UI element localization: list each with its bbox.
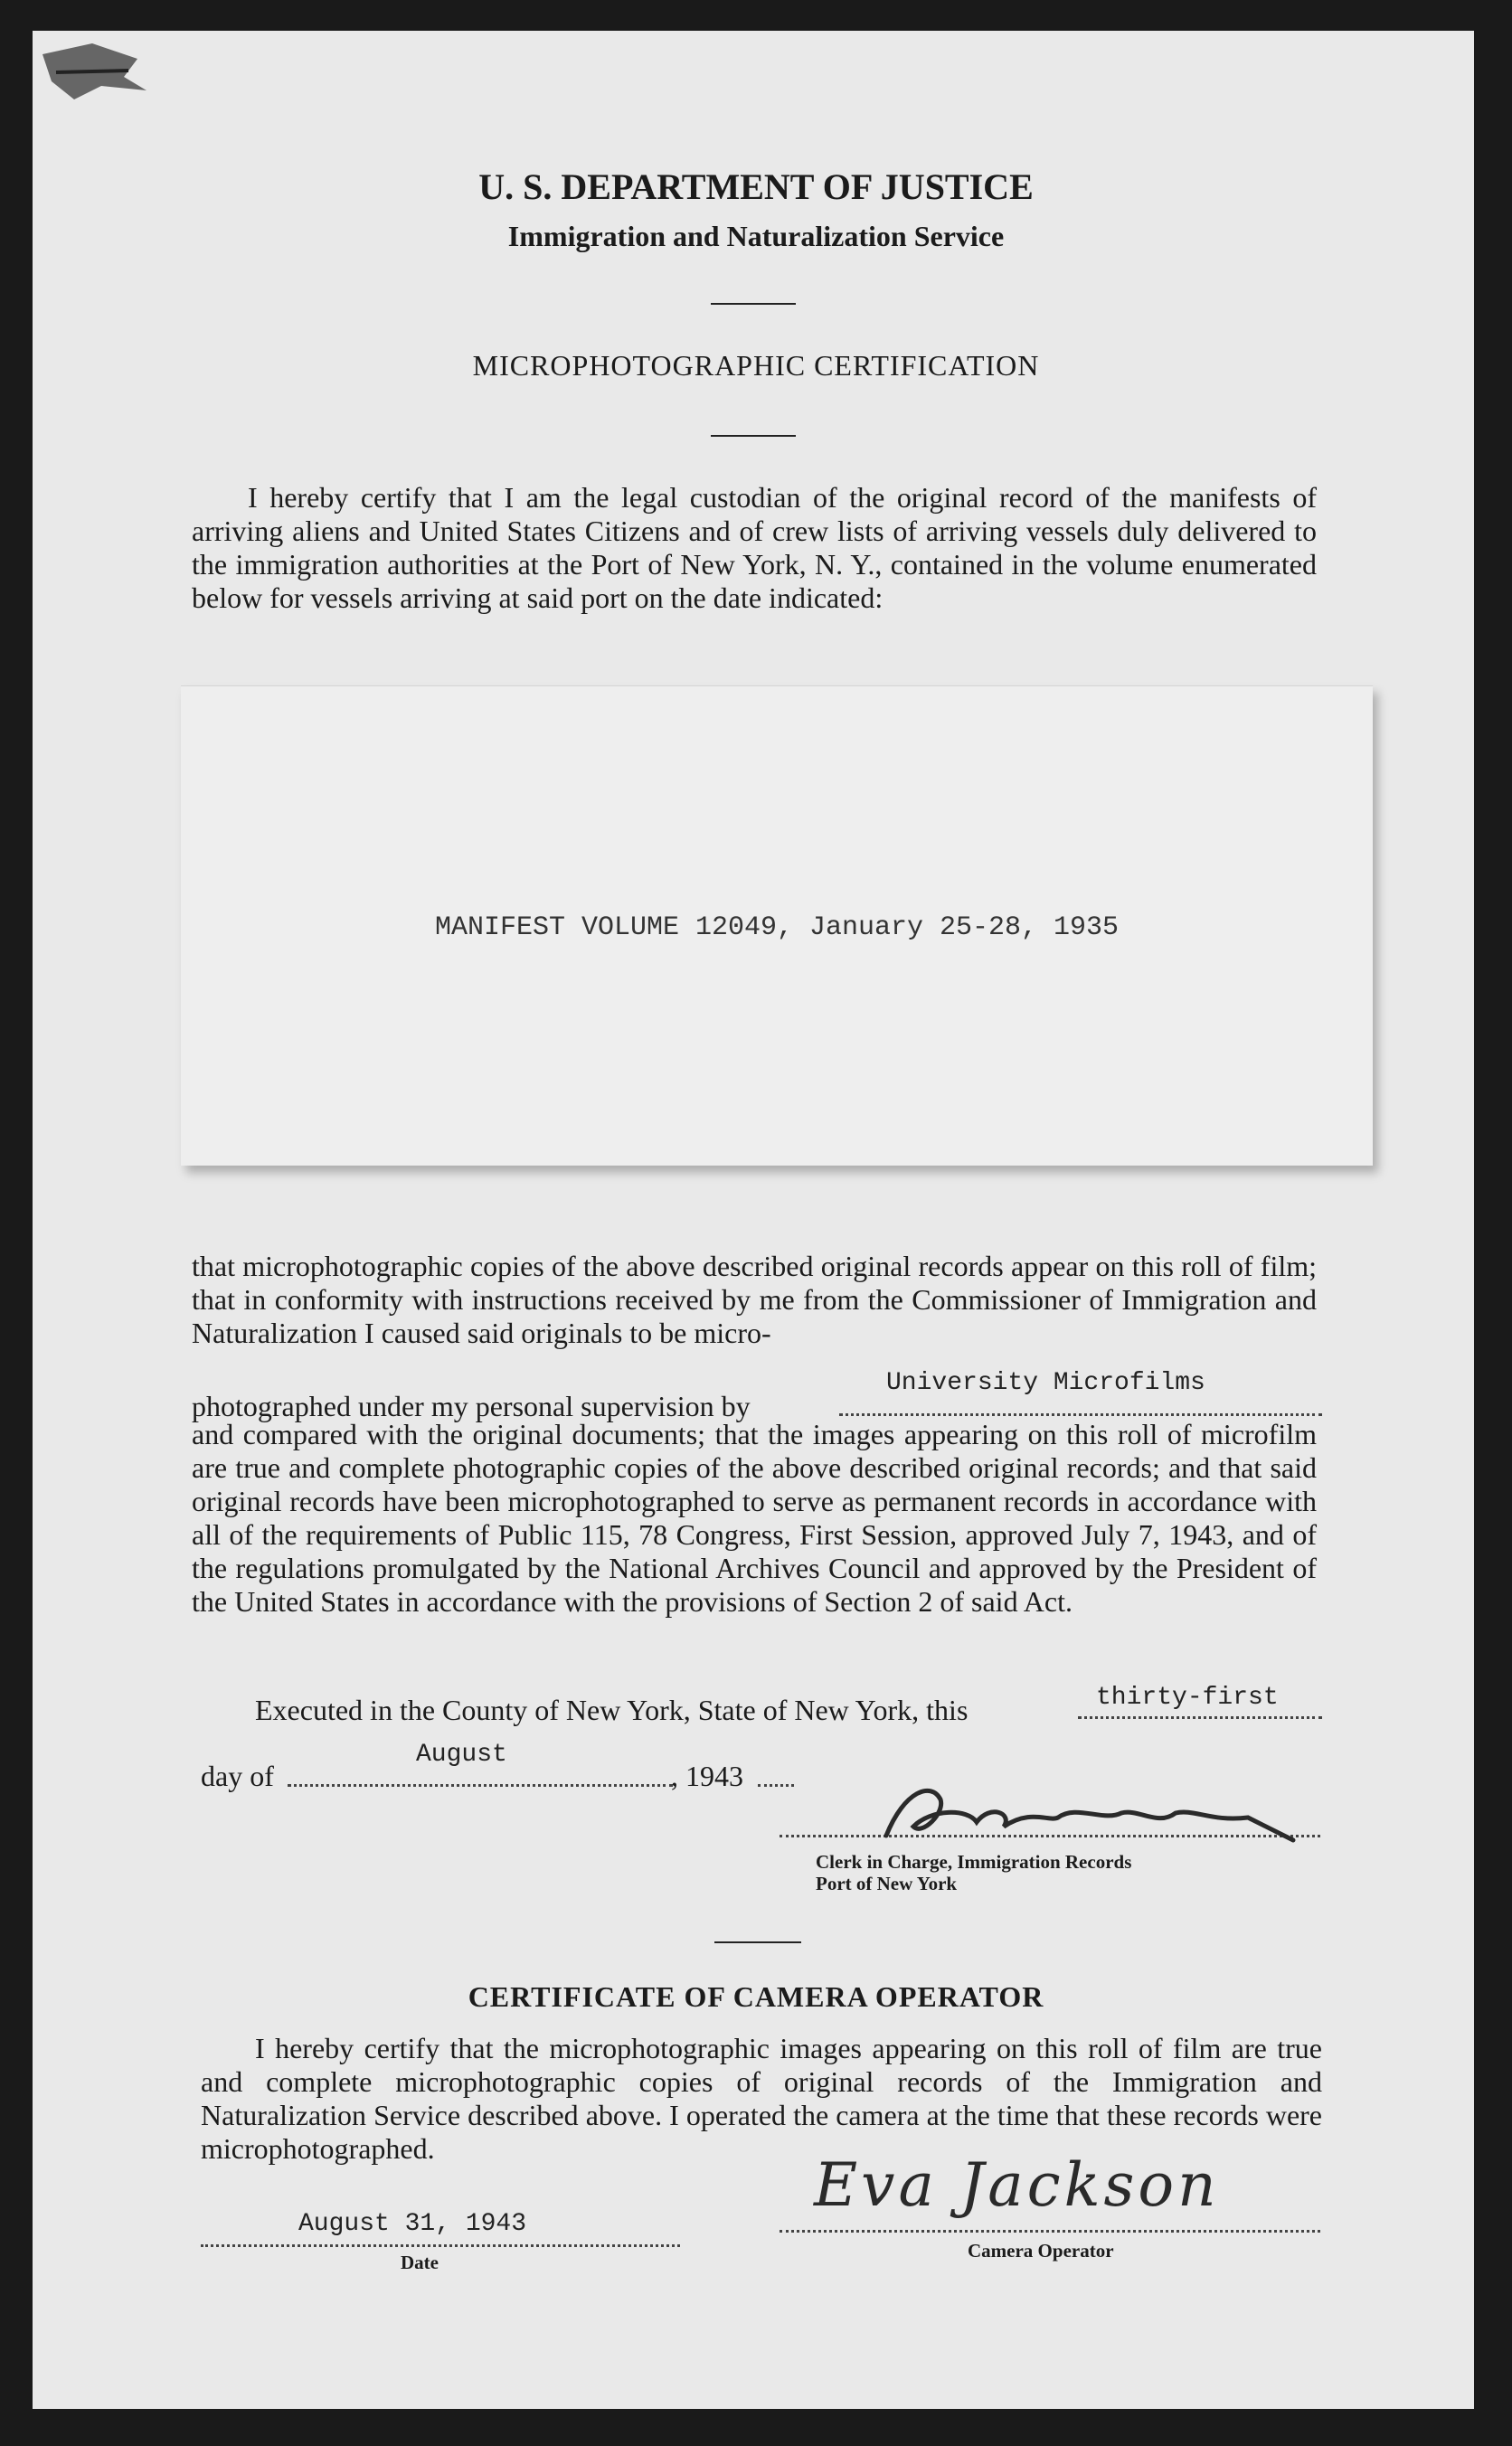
torn-corner-mark xyxy=(38,36,156,122)
date-label: Date xyxy=(401,2252,439,2273)
date-value: August 31, 1943 xyxy=(298,2210,527,2238)
body-paragraph-lead: that microphotographic copies of the above described original records appear on this roll of film; that in conformity with instructions received by me from the Commissioner of Immigration and Naturalization I caused said originals to be micro- xyxy=(192,1250,1317,1349)
clerk-title-line1: Clerk in Charge, Immigration Records xyxy=(816,1851,1132,1873)
month-value: August xyxy=(416,1741,507,1769)
manifest-label: MANIFEST VOLUME 12049, January 25-28, 1935 xyxy=(434,912,1120,943)
divider xyxy=(711,435,796,437)
day-dotted-line xyxy=(1078,1716,1322,1719)
year-value: , 1943 xyxy=(671,1760,743,1792)
camera-paragraph: I hereby certify that the microphotographic images appearing on this roll of film are true and complete microphotographic copies of original records of the Immigration and Naturalization Service described above. I operated the camera at the time that these records were microphotographed. xyxy=(201,2032,1322,2165)
photographer-value: University Microfilms xyxy=(886,1369,1205,1397)
camera-certificate-title: CERTIFICATE OF CAMERA OPERATOR xyxy=(468,1980,1044,2013)
clerk-title xyxy=(816,1851,1131,1894)
divider xyxy=(714,1941,801,1943)
divider xyxy=(711,303,796,305)
photographed-prefix: photographed under my personal supervision by xyxy=(192,1390,751,1422)
certification-title: MICROPHOTOGRAPHIC CERTIFICATION xyxy=(472,349,1040,382)
manifest-card xyxy=(181,685,1373,1166)
day-value: thirty-first xyxy=(1096,1684,1279,1712)
day-of-label: day of xyxy=(201,1760,274,1792)
service-subtitle: Immigration and Naturalization Service xyxy=(507,220,1005,252)
body-paragraph-rest: and compared with the original documents; that the images appearing on this roll of microfilm are true and complete photographic copies of the above described original records; and that said original records have been microphotographed to serve as permanent records in accordance with all of the requirements of Public 115, 78 Congress, First Session, approved July 7, 1943, and of the regulations promulgated by the National Archives Council and approved by the President of the United States in accordance with the provisions of Section 2 of said Act. xyxy=(192,1418,1317,1618)
clerk-title-line2: Port of New York xyxy=(816,1873,958,1894)
clerk-signature xyxy=(868,1772,1302,1854)
year-dotted-line xyxy=(758,1784,794,1787)
photographer-dotted-line xyxy=(839,1413,1322,1416)
operator-label: Camera Operator xyxy=(968,2240,1114,2262)
month-dotted-line xyxy=(288,1784,673,1787)
date-dotted-line xyxy=(201,2244,680,2247)
operator-signature: Eva Jackson xyxy=(814,2150,1220,2220)
executed-prefix: Executed in the County of New York, State of New York, this xyxy=(255,1694,969,1726)
operator-signature-line xyxy=(780,2230,1320,2233)
executed-line xyxy=(255,1694,968,1727)
intro-paragraph: I hereby certify that I am the legal custodian of the original record of the manifests of arriving aliens and United States Citizens and of crew lists of arriving vessels duly delivered to the immigration authorities at the Port of New York, N. Y., contained in the volume enumerated below for vessels arriving at said port on the date indicated: xyxy=(192,481,1317,614)
department-title: U. S. DEPARTMENT OF JUSTICE xyxy=(478,166,1034,207)
